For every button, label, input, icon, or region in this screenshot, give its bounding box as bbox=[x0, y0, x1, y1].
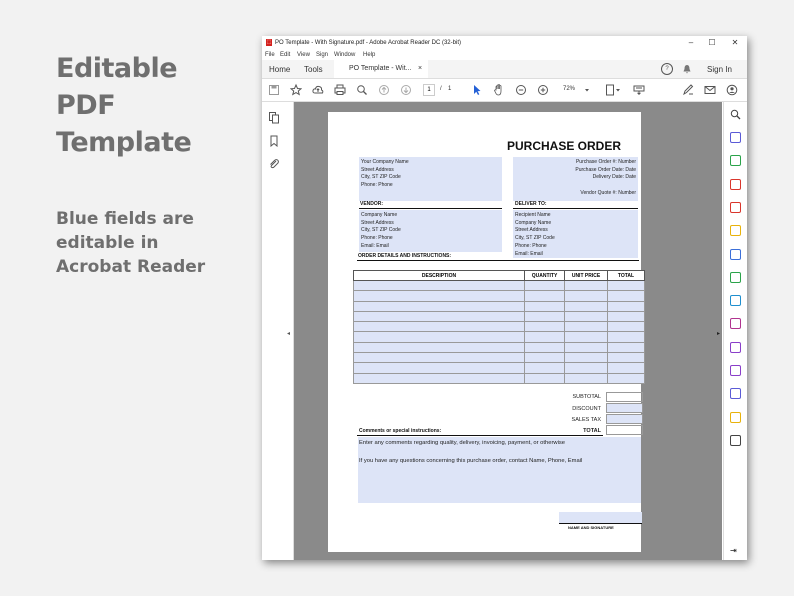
discount-field[interactable] bbox=[606, 403, 643, 413]
table-cell[interactable] bbox=[608, 353, 645, 363]
acrobat-logo-icon: ⬚ bbox=[266, 39, 272, 45]
table-cell[interactable] bbox=[354, 322, 525, 332]
tab-bar bbox=[262, 60, 747, 79]
table-row bbox=[354, 291, 645, 301]
menu-window[interactable]: Window bbox=[334, 52, 356, 58]
vendor-header: VENDOR: bbox=[360, 201, 384, 207]
help-icon[interactable]: ? bbox=[661, 63, 673, 75]
right-tools-pane bbox=[723, 102, 747, 560]
tool-icon[interactable] bbox=[730, 249, 741, 260]
page-total: 1 bbox=[448, 86, 452, 92]
chevron-down-icon[interactable] bbox=[583, 83, 591, 97]
table-cell[interactable] bbox=[354, 353, 525, 363]
bell-icon[interactable] bbox=[682, 64, 692, 74]
table-row bbox=[354, 311, 645, 321]
table-cell[interactable] bbox=[608, 311, 645, 321]
tool-icon[interactable] bbox=[730, 179, 741, 190]
po-info-text: Purchase Order #: Number Purchase Order Date: Date Delivery Date: Date Vendor Quote #: Number bbox=[575, 159, 636, 196]
tab-home[interactable]: Home bbox=[269, 65, 291, 74]
comments-line-1: Enter any comments regarding quality, delivery, invoicing, payment, or otherwise bbox=[359, 440, 565, 446]
table-cell[interactable] bbox=[354, 363, 525, 373]
attachments-paperclip-icon[interactable] bbox=[268, 158, 280, 170]
divider bbox=[357, 435, 603, 436]
table-cell[interactable] bbox=[565, 301, 608, 311]
zoom-level[interactable]: 72% bbox=[563, 86, 576, 92]
table-row bbox=[354, 301, 645, 311]
column-header: UNIT PRICE bbox=[565, 271, 608, 281]
window-title: PO Template - With Signature.pdf - Adobe Acrobat Reader DC (32-bit) bbox=[275, 40, 461, 46]
pdf-page bbox=[328, 112, 641, 552]
table-cell[interactable] bbox=[354, 311, 525, 321]
table-cell[interactable] bbox=[565, 291, 608, 301]
tool-icon[interactable] bbox=[730, 225, 741, 236]
menu-bar bbox=[262, 50, 747, 60]
search-icon[interactable] bbox=[356, 83, 368, 97]
table-cell[interactable] bbox=[525, 322, 565, 332]
account-icon[interactable] bbox=[726, 83, 738, 97]
table-cell[interactable] bbox=[565, 332, 608, 342]
line-items-table bbox=[353, 270, 645, 384]
keyboard-icon[interactable] bbox=[633, 83, 645, 97]
table-row bbox=[354, 363, 645, 373]
tool-icon[interactable] bbox=[730, 412, 741, 423]
left-navigation-pane bbox=[262, 102, 294, 560]
minimize-button[interactable]: – bbox=[688, 38, 694, 47]
tab-tools[interactable]: Tools bbox=[304, 65, 323, 74]
column-header: DESCRIPTION bbox=[354, 271, 525, 281]
search-icon[interactable] bbox=[730, 109, 741, 120]
tool-icon[interactable] bbox=[730, 318, 741, 329]
menu-edit[interactable]: Edit bbox=[280, 52, 291, 58]
table-row bbox=[354, 322, 645, 332]
table-cell[interactable] bbox=[525, 301, 565, 311]
tool-icon[interactable] bbox=[730, 365, 741, 376]
table-cell[interactable] bbox=[608, 322, 645, 332]
tool-icon[interactable] bbox=[730, 132, 741, 143]
table-row bbox=[354, 332, 645, 342]
page-thumbnails-icon[interactable] bbox=[268, 112, 280, 124]
tab-document-label: PO Template - Wit... bbox=[349, 65, 412, 72]
page-separator: / bbox=[440, 86, 442, 92]
total-field[interactable] bbox=[606, 425, 643, 435]
zoom-out-icon[interactable] bbox=[515, 83, 527, 97]
promo-title-line: PDF bbox=[56, 90, 116, 121]
table-cell[interactable] bbox=[354, 332, 525, 342]
table-cell[interactable] bbox=[565, 322, 608, 332]
company-info-text: Your Company Name Street Address City, ST ZIP Code Phone: Phone bbox=[361, 159, 409, 189]
table-cell[interactable] bbox=[608, 363, 645, 373]
table-cell[interactable] bbox=[565, 363, 608, 373]
subtotal-field[interactable] bbox=[606, 392, 643, 402]
column-header: QUANTITY bbox=[525, 271, 565, 281]
divider bbox=[513, 208, 638, 209]
table-cell[interactable] bbox=[565, 353, 608, 363]
page-fit-icon[interactable] bbox=[605, 83, 621, 97]
tool-icon[interactable] bbox=[730, 155, 741, 166]
title-bar bbox=[262, 36, 747, 50]
acrobat-window bbox=[262, 36, 747, 560]
table-cell[interactable] bbox=[354, 301, 525, 311]
page-number-input[interactable]: 1 bbox=[423, 84, 435, 96]
promo-title bbox=[56, 50, 191, 161]
save-icon[interactable] bbox=[268, 83, 280, 97]
next-page-icon[interactable] bbox=[400, 83, 412, 97]
promo-subtitle-line: Acrobat Reader bbox=[56, 257, 206, 277]
table-row bbox=[354, 281, 645, 291]
table-cell[interactable] bbox=[525, 281, 565, 291]
collapse-right-pane-icon[interactable]: ▸ bbox=[717, 331, 721, 337]
menu-help[interactable]: Help bbox=[363, 52, 376, 58]
promo-subtitle-line: Blue fields are bbox=[56, 209, 194, 229]
deliver-to-text: Recipient Name Company Name Street Address City, ST ZIP Code Phone: Phone Email: Email bbox=[515, 212, 555, 257]
sign-pen-icon[interactable] bbox=[682, 83, 694, 97]
table-cell[interactable] bbox=[565, 342, 608, 352]
menu-sign[interactable]: Sign bbox=[316, 52, 329, 58]
expand-pane-icon[interactable]: ⇥ bbox=[730, 546, 737, 555]
tool-icon[interactable] bbox=[730, 295, 741, 306]
table-cell[interactable] bbox=[608, 291, 645, 301]
table-row bbox=[354, 353, 645, 363]
menu-view[interactable]: View bbox=[297, 52, 310, 58]
table-cell[interactable] bbox=[608, 332, 645, 342]
promo-subtitle-line: editable in bbox=[56, 233, 159, 253]
promo-title-line: Editable bbox=[56, 53, 178, 84]
tool-icon[interactable] bbox=[730, 202, 741, 213]
vendor-text: Company Name Street Address City, ST ZIP Code Phone: Phone Email: Email bbox=[361, 212, 401, 249]
previous-page-icon[interactable] bbox=[378, 83, 390, 97]
discount-label: DISCOUNT bbox=[572, 406, 601, 412]
menu-file[interactable]: File bbox=[265, 52, 275, 58]
table-cell[interactable] bbox=[525, 342, 565, 352]
tab-document[interactable] bbox=[334, 60, 428, 78]
promo-title-line: Template bbox=[56, 127, 192, 158]
table-cell[interactable] bbox=[354, 281, 525, 291]
print-icon[interactable] bbox=[334, 83, 346, 97]
table-cell[interactable] bbox=[354, 373, 525, 383]
tool-icon[interactable] bbox=[730, 435, 741, 446]
table-cell[interactable] bbox=[525, 291, 565, 301]
column-header: TOTAL bbox=[608, 271, 645, 281]
collapse-left-pane-icon[interactable]: ◂ bbox=[287, 331, 291, 337]
table-cell[interactable] bbox=[608, 281, 645, 291]
divider bbox=[359, 208, 502, 209]
table-cell[interactable] bbox=[565, 281, 608, 291]
table-cell[interactable] bbox=[608, 342, 645, 352]
subtotal-label: SUBTOTAL bbox=[572, 394, 601, 400]
bookmark-star-icon[interactable] bbox=[290, 83, 302, 97]
close-tab-icon[interactable]: × bbox=[418, 65, 423, 72]
select-cursor-icon[interactable] bbox=[471, 83, 483, 97]
maximize-button[interactable]: ☐ bbox=[708, 38, 716, 47]
signature-line bbox=[559, 523, 642, 524]
table-cell[interactable] bbox=[608, 301, 645, 311]
table-cell[interactable] bbox=[525, 311, 565, 321]
document-viewport bbox=[294, 102, 722, 560]
table-cell[interactable] bbox=[565, 311, 608, 321]
table-cell[interactable] bbox=[525, 363, 565, 373]
bookmarks-icon[interactable] bbox=[268, 135, 280, 147]
signature-field[interactable] bbox=[559, 512, 642, 523]
email-icon[interactable] bbox=[704, 83, 716, 97]
table-cell[interactable] bbox=[608, 373, 645, 383]
upload-cloud-icon[interactable] bbox=[312, 83, 324, 97]
tool-icon[interactable] bbox=[730, 342, 741, 353]
table-cell[interactable] bbox=[565, 373, 608, 383]
close-window-button[interactable]: ✕ bbox=[731, 38, 739, 47]
document-title: PURCHASE ORDER bbox=[507, 139, 622, 153]
order-details-header: ORDER DETAILS AND INSTRUCTIONS: bbox=[358, 253, 452, 259]
tool-icon[interactable] bbox=[730, 388, 741, 399]
table-header-row bbox=[354, 271, 645, 281]
table-cell[interactable] bbox=[525, 373, 565, 383]
sign-in-link[interactable]: Sign In bbox=[707, 65, 732, 74]
comments-header: Comments or special instructions: bbox=[359, 428, 442, 434]
comments-line-2: If you have any questions concerning this purchase order, contact Name, Phone, Email bbox=[359, 458, 583, 464]
zoom-in-icon[interactable] bbox=[537, 83, 549, 97]
deliver-to-header: DELIVER TO: bbox=[515, 201, 547, 207]
hand-tool-icon[interactable] bbox=[493, 83, 505, 97]
sales-tax-label: SALES TAX bbox=[571, 417, 601, 423]
promo-subtitle bbox=[56, 207, 205, 279]
table-cell[interactable] bbox=[525, 332, 565, 342]
table-row bbox=[354, 373, 645, 383]
table-cell[interactable] bbox=[354, 342, 525, 352]
divider bbox=[357, 260, 639, 261]
table-cell[interactable] bbox=[354, 291, 525, 301]
table-cell[interactable] bbox=[525, 353, 565, 363]
sales-tax-field[interactable] bbox=[606, 414, 643, 424]
table-row bbox=[354, 342, 645, 352]
signature-label: NAME AND SIGNATURE bbox=[568, 525, 614, 530]
total-label: TOTAL bbox=[583, 428, 601, 434]
toolbar bbox=[262, 79, 747, 102]
tool-icon[interactable] bbox=[730, 272, 741, 283]
